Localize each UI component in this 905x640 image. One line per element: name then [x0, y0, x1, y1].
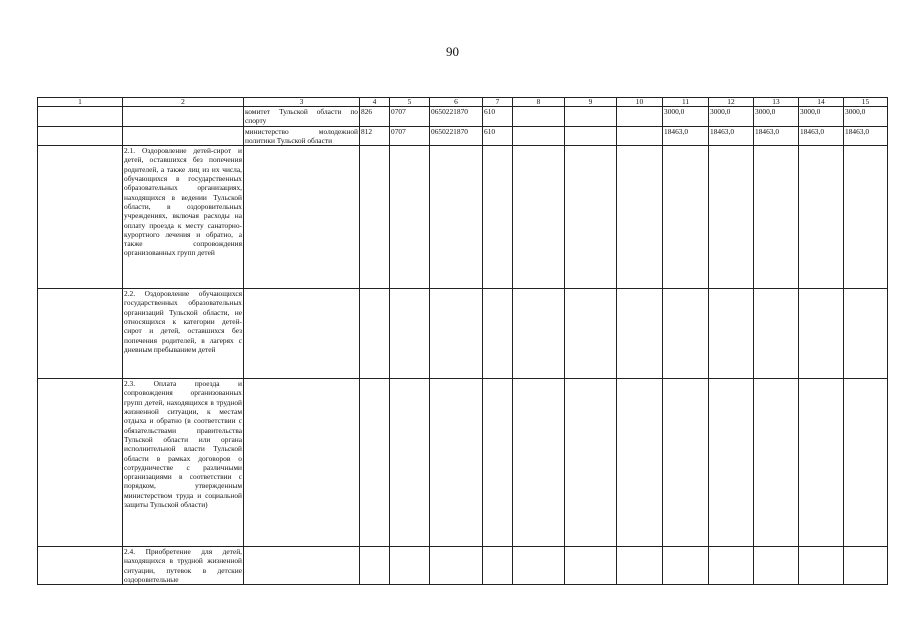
amount-cell: 3000,0 — [663, 107, 709, 127]
table-cell — [754, 146, 799, 289]
table-cell — [513, 289, 565, 379]
table-cell — [663, 289, 709, 379]
expense-type-cell: 610 — [483, 107, 513, 127]
table-cell — [844, 547, 888, 585]
table-cell — [390, 146, 430, 289]
table-cell — [799, 547, 844, 585]
header-cell-8: 8 — [513, 98, 565, 107]
amount-cell: 3000,0 — [709, 107, 754, 127]
header-cell-7: 7 — [483, 98, 513, 107]
amount-cell: 18463,0 — [844, 126, 888, 146]
table-cell — [617, 289, 663, 379]
target-article-cell: 0650221870 — [430, 126, 483, 146]
table-row-item-2-4 — [38, 547, 888, 585]
section-code-cell: 0707 — [390, 126, 430, 146]
executor-cell: комитет Тульской области по спорту — [245, 107, 358, 126]
table-cell — [844, 379, 888, 547]
table-cell — [799, 379, 844, 547]
table-cell — [799, 146, 844, 289]
table-cell — [38, 379, 123, 547]
table-cell — [244, 289, 360, 379]
header-cell-6: 6 — [430, 98, 483, 107]
table-cell — [360, 547, 390, 585]
page-number: 90 — [446, 44, 459, 59]
table-cell — [617, 547, 663, 585]
measure-description-cell: 2.3. Оплата проезда и сопровождения организованных групп детей, находящихся в трудной жизненной ситуации, к местам отдыха и обратно (в соответствии с обязательствами правительства Тульской области или органа исполнительной власти Тульской области в рамках договоров о сотрудничестве с различными организациями в соответствии с порядком, утвержденным министерством труда и социальной защиты Тульской области) — [123, 379, 244, 547]
table-cell — [754, 379, 799, 547]
table-cell — [390, 379, 430, 547]
table-cell — [430, 547, 483, 585]
table-cell — [565, 547, 617, 585]
table-cell — [430, 146, 483, 289]
header-cell-5: 5 — [390, 98, 430, 107]
table-cell — [38, 126, 123, 146]
header-cell-10: 10 — [617, 98, 663, 107]
header-cell-1: 1 — [38, 98, 123, 107]
table-cell — [709, 289, 754, 379]
table-cell — [513, 547, 565, 585]
header-cell-4: 4 — [360, 98, 390, 107]
table-cell — [565, 289, 617, 379]
amount-cell: 18463,0 — [709, 126, 754, 146]
table-row-item-2-3 — [38, 379, 888, 547]
table-cell — [513, 146, 565, 289]
table-cell — [513, 126, 565, 146]
table-cell — [709, 379, 754, 547]
table-cell — [844, 289, 888, 379]
grbs-code-cell: 812 — [360, 126, 390, 146]
header-cell-12: 12 — [709, 98, 754, 107]
table-cell — [513, 379, 565, 547]
measure-description-cell: 2.2. Оздоровление обучающихся государственных образовательных организаций Тульской области, не относящихся к категории детей-сирот и детей, оставшихся без попечения родителей, в лагерях с дневным пребыванием детей — [123, 289, 244, 379]
table-cell — [617, 107, 663, 127]
header-cell-11: 11 — [663, 98, 709, 107]
target-article-cell: 0650221870 — [430, 107, 483, 127]
table-cell — [565, 379, 617, 547]
table-cell — [483, 146, 513, 289]
table-cell — [483, 289, 513, 379]
table-cell — [390, 289, 430, 379]
table-cell — [617, 379, 663, 547]
table-cell — [38, 289, 123, 379]
amount-cell: 18463,0 — [754, 126, 799, 146]
header-cell-13: 13 — [754, 98, 799, 107]
table-cell — [513, 107, 565, 127]
header-cell-9: 9 — [565, 98, 617, 107]
amount-cell: 3000,0 — [754, 107, 799, 127]
budget-table — [37, 97, 888, 585]
section-code-cell: 0707 — [390, 107, 430, 127]
table-cell — [244, 146, 360, 289]
grbs-code-cell: 826 — [360, 107, 390, 127]
table-cell — [844, 146, 888, 289]
table-row-item-2-1 — [38, 146, 888, 289]
measure-description-cell: 2.4. Приобретение для детей, находящихся в трудной жизненной ситуации, путевок в детские оздоровительные — [124, 547, 242, 585]
table-cell — [244, 547, 360, 585]
amount-cell: 18463,0 — [663, 126, 709, 146]
table-cell — [244, 379, 360, 547]
table-cell — [663, 547, 709, 585]
amount-cell: 3000,0 — [844, 107, 888, 127]
table-cell — [123, 107, 244, 127]
table-cell — [617, 146, 663, 289]
table-cell — [565, 126, 617, 146]
header-cell-3: 3 — [244, 98, 360, 107]
executor-cell: министерство молодежной политики Тульской области — [245, 126, 358, 145]
header-cell-14: 14 — [799, 98, 844, 107]
table-row-youth-ministry — [38, 126, 888, 146]
expense-type-cell: 610 — [483, 126, 513, 146]
table-cell — [390, 547, 430, 585]
table-cell — [430, 289, 483, 379]
table-cell — [663, 146, 709, 289]
table-cell — [754, 547, 799, 585]
table-cell — [709, 547, 754, 585]
header-row — [38, 98, 888, 107]
table-cell — [799, 289, 844, 379]
table-cell — [430, 379, 483, 547]
table-cell — [483, 547, 513, 585]
table-cell — [360, 146, 390, 289]
header-cell-2: 2 — [123, 98, 244, 107]
table-cell — [38, 107, 123, 127]
table-cell — [38, 547, 123, 585]
table-cell — [754, 289, 799, 379]
table-cell — [360, 289, 390, 379]
header-cell-15: 15 — [844, 98, 888, 107]
table-row-item-2-2 — [38, 289, 888, 379]
amount-cell: 18463,0 — [799, 126, 844, 146]
table-cell — [483, 379, 513, 547]
table-cell — [709, 146, 754, 289]
table-cell — [663, 379, 709, 547]
table-cell — [360, 379, 390, 547]
table-cell — [565, 107, 617, 127]
amount-cell: 3000,0 — [799, 107, 844, 127]
table-row-sport-committee — [38, 107, 888, 127]
table-cell — [617, 126, 663, 146]
table-cell — [565, 146, 617, 289]
measure-description-cell: 2.1. Оздоровление детей-сирот и детей, оставшихся без попечения родителей, а также лиц из их числа, обучающихся в государственных образовательных организациях, находящихся в ведении Тульской области, в оздоровительных учреждениях, включая расходы на оплату проезда к месту санаторно-курортного лечения и обратно, а также сопровождения организованных групп детей — [123, 146, 244, 289]
table-cell — [123, 126, 244, 146]
table-cell — [38, 146, 123, 289]
